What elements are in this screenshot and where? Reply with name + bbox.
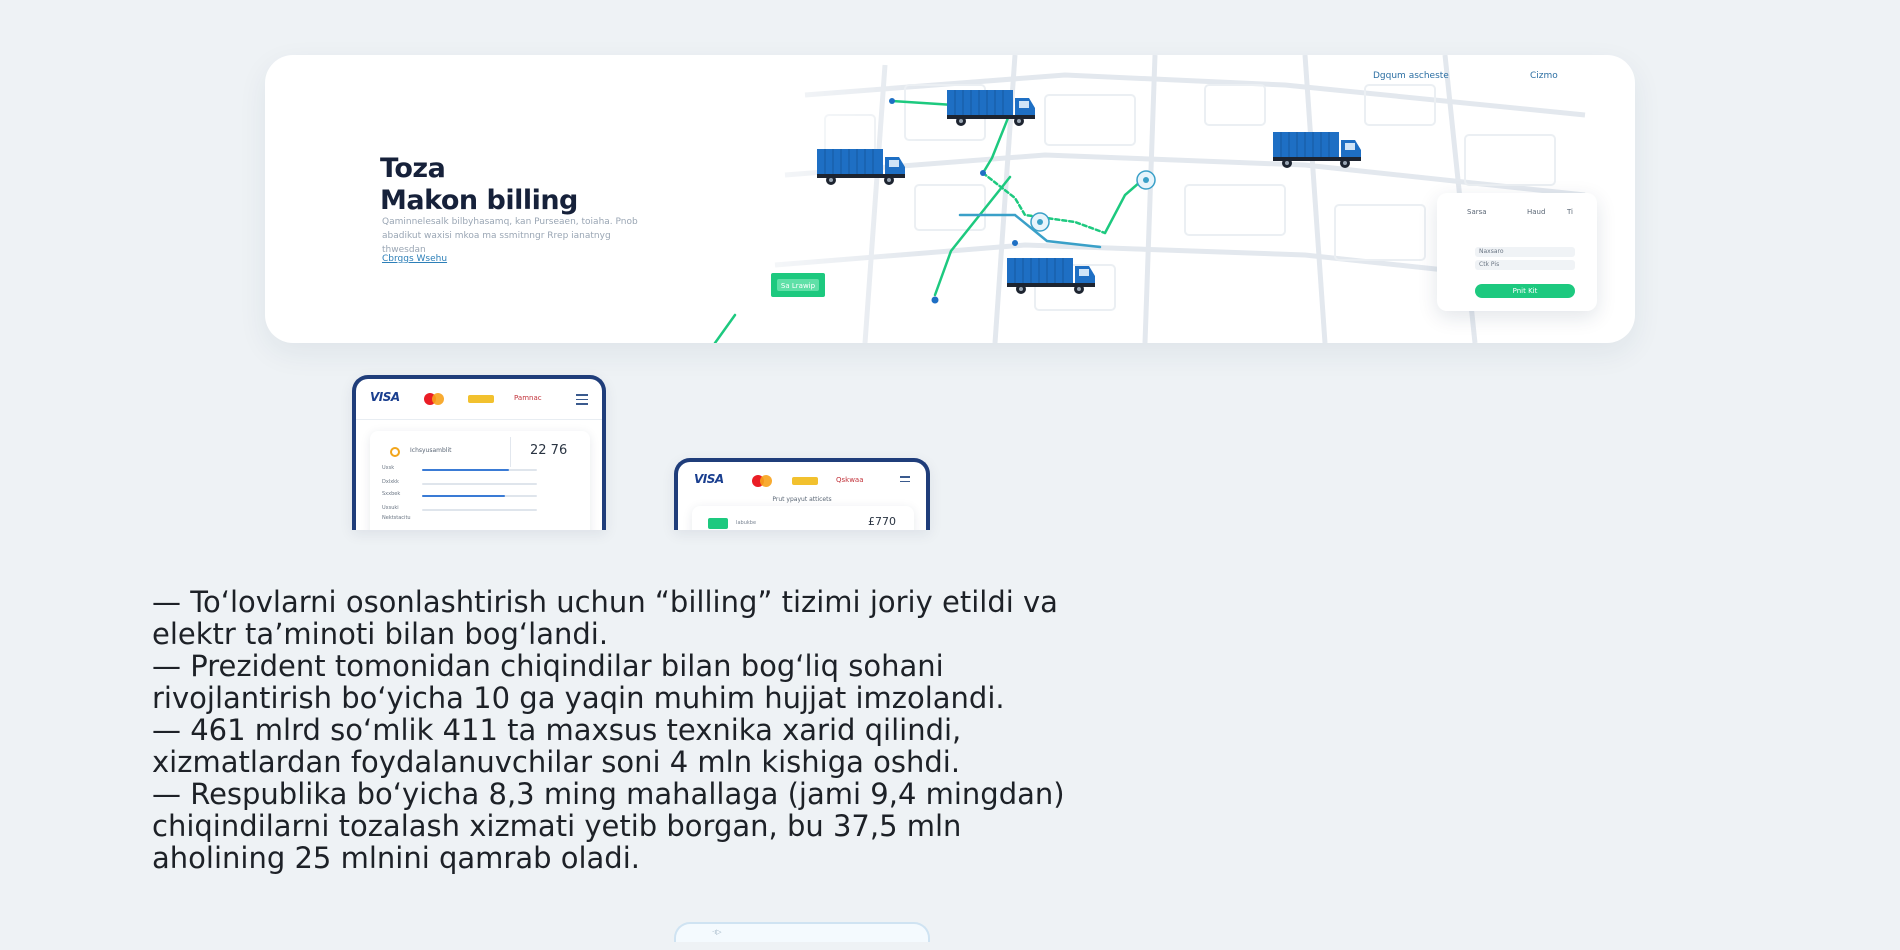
phone-mockup-b [674, 458, 930, 530]
menu-icon[interactable] [576, 394, 588, 408]
hero-link[interactable]: Cbrggs Wsehu [382, 254, 448, 264]
card-chip-icon [792, 477, 818, 485]
phone-label: ·ı▷ [712, 928, 722, 936]
bullet-line: chiqindilarni tozalash xizmati yetib borgan, bu 37,5 mln [152, 809, 962, 843]
bullet-line: aholining 25 mlnini qamrab oladi. [152, 841, 640, 875]
slider-fill [422, 495, 505, 497]
slider-label: Uxsk [382, 465, 395, 471]
card-value: 22 76 [530, 443, 568, 458]
green-tag-icon [708, 518, 728, 529]
payment-logos [356, 389, 602, 415]
bullet-line: elektr ta’minoti bilan bog‘landi. [152, 617, 609, 651]
bullet-line: — Respublika bo‘yicha 8,3 ming mahallaga (jami 9,4 mingdan) [152, 777, 1065, 811]
slider-label: Uxsuki [382, 505, 399, 511]
card-footer-label: Nektstacitu [382, 515, 411, 521]
card-label: Ichsyusamblit [410, 447, 452, 454]
payment-logos [678, 472, 926, 498]
visa-logo: VISA [370, 390, 400, 404]
phone-subtitle: Prut ypayut atticets [772, 496, 832, 503]
hero-banner [265, 55, 1635, 343]
map-badge [771, 273, 825, 297]
card-label: Iabukbe [736, 520, 757, 526]
status-icon [390, 447, 400, 457]
payment-brand: Qskwaa [836, 476, 864, 484]
bullet-line: — To‘lovlarni osonlashtirish uchun “billing” tizimi joriy etildi va [152, 585, 1058, 619]
card-chip-icon [468, 395, 494, 403]
bullet-line: rivojlantirish bo‘yicha 10 ga yaqin muhim hujjat imzolandi. [152, 681, 1005, 715]
bullet-list [152, 586, 1672, 874]
login-field-1[interactable]: Naxsaro [1475, 247, 1575, 257]
slider-row[interactable] [382, 491, 542, 501]
title-line-2: Makon billing [380, 184, 578, 216]
slider-row[interactable] [382, 479, 542, 489]
menu-icon[interactable] [900, 476, 910, 485]
phone-mockup-a [352, 375, 606, 530]
nav-item-1[interactable]: Dgqum ascheste [1373, 71, 1449, 81]
tab-2[interactable]: Haud [1527, 208, 1546, 216]
mastercard-icon [752, 475, 774, 487]
map-badge-label: Sa Lrawip [780, 282, 816, 290]
page-title [380, 153, 578, 217]
slider-fill [422, 469, 509, 471]
login-field-2[interactable]: Ctk Pis [1475, 260, 1575, 270]
nav-item-2[interactable]: Cizmo [1530, 71, 1558, 81]
bullet-line: — 461 mlrd so‘mlik 411 ta maxsus texnika xarid qilindi, [152, 713, 962, 747]
slider-row[interactable] [382, 505, 542, 515]
title-line-1: Toza [380, 153, 446, 184]
payment-brand: Pamnac [514, 394, 542, 402]
hero-description: Qaminnelesalk bilbyhasamq, kan Purseaen, toiaha. Pnob abadikut waxisi mkoa ma ssmitnngr Rrep ianatnyg thwesdan [382, 217, 638, 255]
slider-row[interactable] [382, 465, 542, 475]
slider-label: Sxxbek [382, 491, 401, 497]
visa-logo: VISA [694, 472, 724, 486]
login-button[interactable]: Pnit Kit [1475, 284, 1575, 298]
tab-3[interactable]: Ti [1567, 208, 1574, 216]
billing-card [370, 431, 590, 530]
bullet-line: — Prezident tomonidan chiqindilar bilan bog‘liq sohani [152, 649, 944, 683]
billing-card [692, 506, 914, 530]
tab-1[interactable]: Sarsa [1467, 208, 1487, 216]
login-card [1437, 193, 1597, 311]
bullet-line: xizmatlardan foydalanuvchilar soni 4 mln kishiga oshdi. [152, 745, 961, 779]
card-value: £770 [868, 515, 896, 528]
mastercard-icon [424, 393, 446, 405]
divider [356, 419, 602, 420]
phone-mockup-c [674, 922, 930, 942]
slider-label: Dxlxkk [382, 479, 399, 485]
divider [510, 437, 511, 467]
